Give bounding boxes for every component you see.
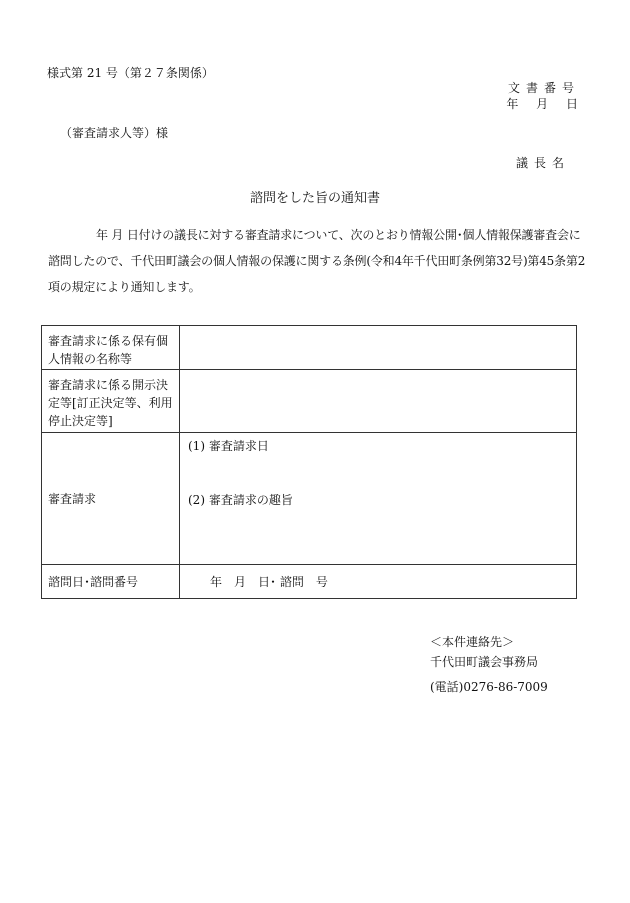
- row-label-disclosure-decision: 審査請求に係る開示決定等[訂正決定等、利用停止決定等]: [42, 370, 180, 433]
- table-row: [42, 370, 577, 433]
- recipient-line: （審査請求人等）様: [60, 126, 169, 140]
- contact-block: [430, 632, 548, 697]
- table-row: [42, 565, 577, 599]
- table-row: [42, 433, 577, 565]
- row-value-review-request: [180, 433, 577, 565]
- review-request-purpose-item: (2) 審査請求の趣旨: [188, 493, 293, 507]
- document-title: 諮問をした旨の通知書: [249, 191, 380, 206]
- review-request-date-item: (1) 審査請求日: [188, 439, 269, 453]
- document-date-label: 年 月 日: [506, 97, 580, 111]
- notice-body-paragraph: 年 月 日付けの議長に対する審査請求について、次のとおり情報公開･個人情報保護審査会に諮問したので、千代田町議会の個人情報の保護に関する条例(令和4年千代田町条例第32号)第45条第2項の規定により通知します。: [48, 228, 586, 294]
- row-value-retained-info: [180, 326, 577, 370]
- row-value-consultation: [180, 565, 577, 599]
- review-details-table: [41, 325, 577, 599]
- contact-phone: (電話)0276-86-7009: [430, 680, 548, 694]
- row-value-disclosure-decision: [180, 370, 577, 433]
- chair-name-label: 議長名: [515, 156, 570, 170]
- contact-heading: ＜本件連絡先＞: [430, 635, 515, 649]
- contact-office: 千代田町議会事務局: [430, 655, 539, 669]
- row-label-retained-info: 審査請求に係る保有個人情報の名称等: [42, 326, 180, 370]
- table-row: [42, 326, 577, 370]
- consultation-date-number: 年 月 日･ 諮問 号: [210, 574, 328, 589]
- row-label-consultation: 諮問日･諮問番号: [42, 565, 180, 599]
- form-number: 様式第 21 号（第２７条関係）: [47, 66, 214, 80]
- document-number-label: 文書番号: [507, 81, 580, 95]
- row-label-review-request: 審査請求: [42, 433, 180, 565]
